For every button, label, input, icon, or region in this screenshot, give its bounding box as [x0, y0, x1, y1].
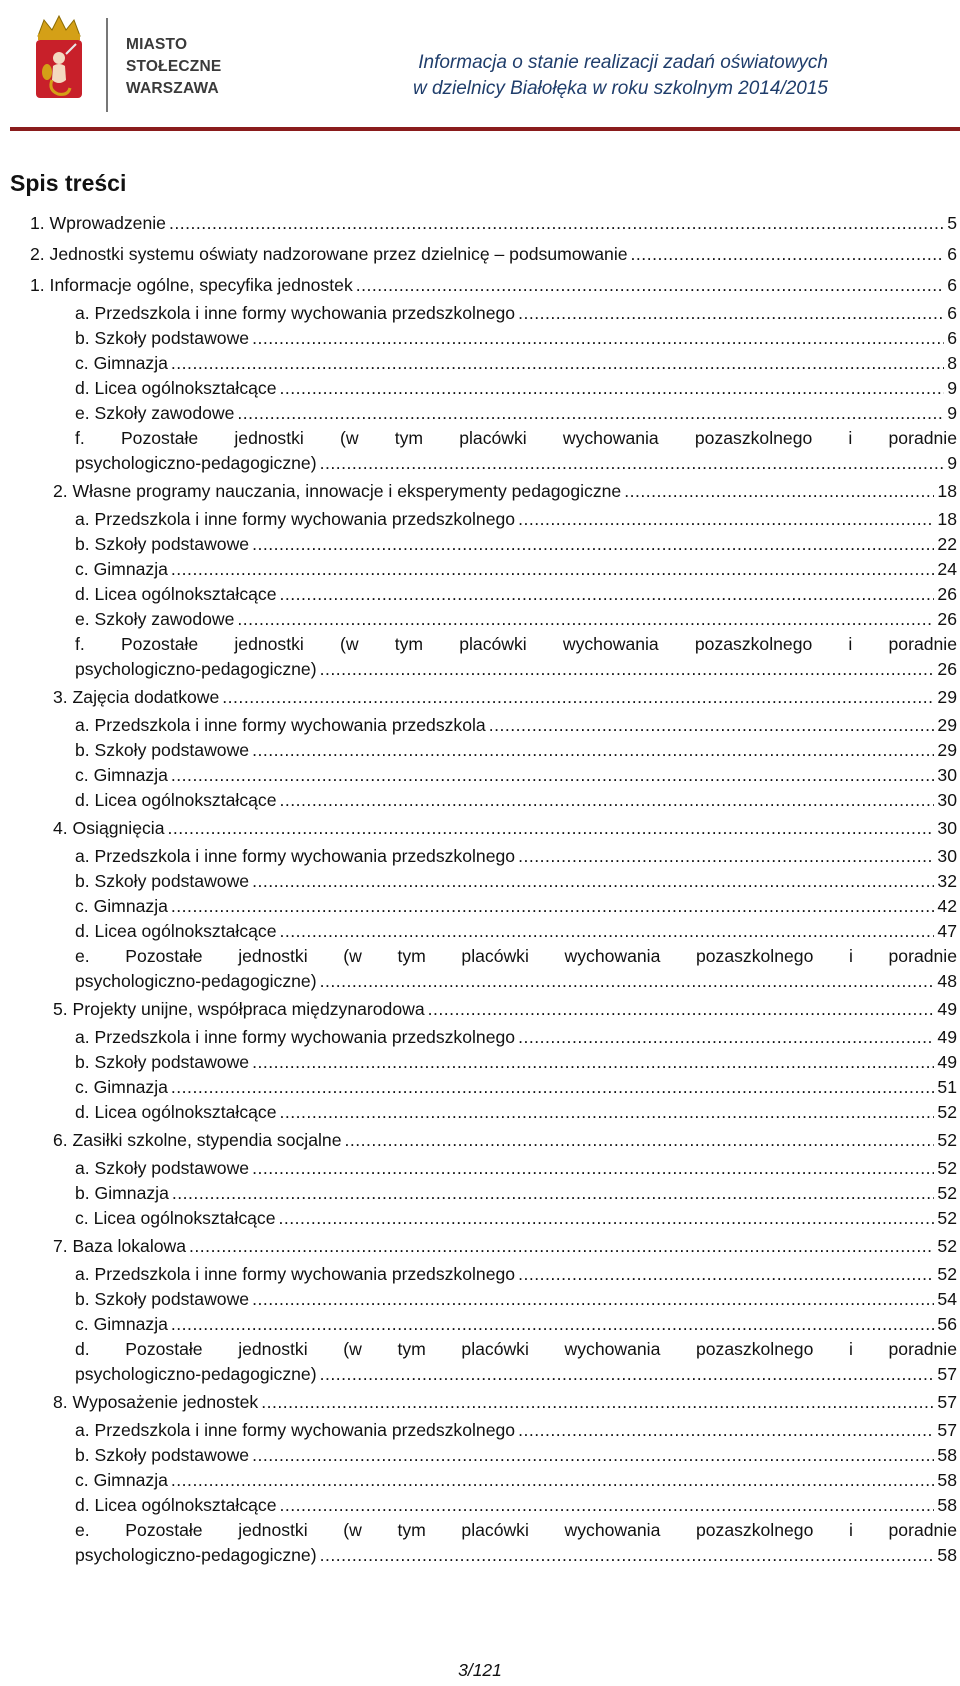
toc-entry[interactable]: [0, 1387, 960, 1418]
toc-page-number: 29: [937, 687, 957, 707]
toc-leader-dots: [428, 994, 935, 1025]
toc-leader-dots: [320, 969, 935, 994]
toc-leader-dots: [171, 763, 935, 788]
toc-page-number: 49: [937, 999, 957, 1019]
toc-page-number: 9: [947, 403, 957, 423]
toc-leader-dots: [518, 1418, 934, 1443]
toc-leader-dots: [252, 869, 934, 894]
toc-entry-label: a. Szkoły podstawowe: [75, 1158, 250, 1178]
toc-entry[interactable]: [0, 713, 960, 738]
toc-page-number: 47: [937, 921, 957, 941]
toc-leader-dots: [252, 1050, 934, 1075]
toc-entry-label: b. Szkoły podstawowe: [75, 1052, 250, 1072]
toc-entry-label: 6. Zasiłki szkolne, stypendia socjalne: [53, 1130, 342, 1150]
document-title: [413, 50, 828, 102]
toc-leader-dots: [252, 532, 934, 557]
toc-entry-label: psychologiczno-pedagogiczne): [75, 1364, 317, 1384]
toc-page-number: 6: [947, 328, 957, 348]
toc-entry-label: 3. Zajęcia dodatkowe: [53, 687, 220, 707]
toc-leader-dots: [172, 1181, 935, 1206]
toc-page-number: 24: [937, 559, 957, 579]
toc-entry-label: b. Gimnazja: [75, 1183, 169, 1203]
toc-entry-label: e. Pozostałe jednostki (w tym placówki wychowania pozaszkolnego i poradnie: [75, 946, 957, 966]
toc-entry[interactable]: [0, 1337, 960, 1387]
toc-entry[interactable]: [0, 1493, 960, 1518]
toc-page-number: 29: [937, 740, 957, 760]
toc-entry[interactable]: [0, 557, 960, 582]
toc-entry-label: 7. Baza lokalowa: [53, 1236, 187, 1256]
toc-entry-label: a. Przedszkola i inne formy wychowania przedszkolnego: [75, 303, 516, 323]
toc-entry-label: d. Licea ogólnokształcące: [75, 1495, 277, 1515]
toc-entry[interactable]: [0, 426, 960, 476]
toc-page-number: 18: [937, 509, 957, 529]
toc-leader-dots: [171, 557, 935, 582]
toc-leader-dots: [237, 401, 944, 426]
toc-entry[interactable]: [0, 738, 960, 763]
toc-leader-dots: [171, 351, 944, 376]
toc-page-number: 6: [947, 303, 957, 323]
toc-leader-dots: [189, 1231, 934, 1262]
page-header: [0, 0, 960, 132]
toc-leader-dots: [320, 1543, 935, 1568]
toc-page-number: 58: [937, 1470, 957, 1490]
toc-entry[interactable]: [0, 351, 960, 376]
toc-entry-label: d. Licea ogólnokształcące: [75, 1102, 277, 1122]
toc-entry-label: 1. Wprowadzenie: [30, 213, 166, 233]
toc-leader-dots: [624, 476, 934, 507]
toc-entry[interactable]: [0, 1418, 960, 1443]
toc-entry-label: a. Przedszkola i inne formy wychowania przedszkola: [75, 715, 486, 735]
toc-entry[interactable]: [0, 1125, 960, 1156]
toc-entry-label: d. Pozostałe jednostki (w tym placówki wychowania pozaszkolnego i poradnie: [75, 1339, 957, 1359]
toc-page-number: 9: [947, 453, 957, 473]
toc-entry-label: 5. Projekty unijne, współpraca międzynarodowa: [53, 999, 425, 1019]
toc-entry[interactable]: [0, 1443, 960, 1468]
toc-entry-label: c. Gimnazja: [75, 765, 168, 785]
toc-page-number: 30: [937, 846, 957, 866]
toc-page-number: 52: [937, 1102, 957, 1122]
toc-page-number: 57: [937, 1364, 957, 1384]
toc-page-number: 52: [937, 1130, 957, 1150]
toc-page-number: 58: [937, 1445, 957, 1465]
toc-entry[interactable]: [0, 1181, 960, 1206]
city-name-line: STOŁECZNE: [126, 58, 222, 75]
toc-leader-dots: [168, 813, 935, 844]
toc-entry-label: a. Przedszkola i inne formy wychowania przedszkolnego: [75, 846, 516, 866]
toc-leader-dots: [171, 1075, 935, 1100]
toc-entry[interactable]: [0, 270, 960, 301]
toc-leader-dots: [261, 1387, 934, 1418]
toc-entry[interactable]: [0, 1231, 960, 1262]
toc-page-number: 58: [937, 1545, 957, 1565]
city-name-line: WARSZAWA: [126, 80, 219, 97]
toc-page-number: 51: [937, 1077, 957, 1097]
toc-leader-dots: [222, 682, 934, 713]
toc-entry-label: c. Licea ogólnokształcące: [75, 1208, 276, 1228]
toc-entry-label: b. Szkoły podstawowe: [75, 740, 250, 760]
toc-leader-dots: [169, 208, 944, 239]
toc-entry-label: psychologiczno-pedagogiczne): [75, 659, 317, 679]
city-name-line: MIASTO: [126, 36, 188, 53]
toc-entry[interactable]: [0, 763, 960, 788]
toc-entry[interactable]: [0, 1156, 960, 1181]
toc-entry-label: f. Pozostałe jednostki (w tym placówki wychowania pozaszkolnego i poradnie: [75, 634, 957, 654]
toc-entry-label: e. Pozostałe jednostki (w tym placówki wychowania pozaszkolnego i poradnie: [75, 1520, 957, 1540]
toc-entry-label: b. Szkoły podstawowe: [75, 534, 250, 554]
toc-leader-dots: [320, 451, 945, 476]
toc-entry-label: c. Gimnazja: [75, 1314, 168, 1334]
toc-leader-dots: [489, 713, 935, 738]
toc-leader-dots: [252, 1156, 934, 1181]
toc-entry-label: 8. Wyposażenie jednostek: [53, 1392, 259, 1412]
toc-entry[interactable]: [0, 1100, 960, 1125]
toc-leader-dots: [518, 844, 934, 869]
toc-page-number: 30: [937, 818, 957, 838]
toc-page-number: 49: [937, 1027, 957, 1047]
toc-entry[interactable]: [0, 1312, 960, 1337]
toc-entry[interactable]: [0, 476, 960, 507]
toc-entry[interactable]: [0, 1287, 960, 1312]
toc-leader-dots: [518, 507, 934, 532]
toc-page-number: 30: [937, 765, 957, 785]
toc-entry[interactable]: [0, 507, 960, 532]
warsaw-coat-of-arms-icon: [30, 14, 88, 102]
toc-leader-dots: [279, 1206, 935, 1231]
table-of-contents: [0, 208, 960, 1568]
toc-entry[interactable]: [0, 1025, 960, 1050]
toc-page-number: 29: [937, 715, 957, 735]
toc-leader-dots: [252, 1287, 934, 1312]
toc-page-number: 52: [937, 1236, 957, 1256]
page-number: 3/121: [458, 1660, 502, 1680]
toc-entry[interactable]: [0, 894, 960, 919]
toc-entry-label: e. Szkoły zawodowe: [75, 609, 235, 629]
toc-entry[interactable]: [0, 401, 960, 426]
toc-entry[interactable]: [0, 532, 960, 557]
toc-entry[interactable]: [0, 301, 960, 326]
toc-entry[interactable]: [0, 869, 960, 894]
toc-entry-label: 4. Osiągnięcia: [53, 818, 165, 838]
toc-entry-label: f. Pozostałe jednostki (w tym placówki wychowania pozaszkolnego i poradnie: [75, 428, 957, 448]
toc-page-number: 52: [937, 1264, 957, 1284]
toc-page-number: 6: [947, 275, 957, 295]
toc-leader-dots: [252, 738, 934, 763]
toc-entry[interactable]: [0, 1468, 960, 1493]
toc-entry-label: c. Gimnazja: [75, 559, 168, 579]
toc-entry[interactable]: [0, 208, 960, 239]
toc-entry-label: d. Licea ogólnokształcące: [75, 921, 277, 941]
toc-page-number: 52: [937, 1158, 957, 1178]
toc-entry-label: a. Przedszkola i inne formy wychowania przedszkolnego: [75, 1264, 516, 1284]
toc-page-number: 56: [937, 1314, 957, 1334]
toc-page-number: 48: [937, 971, 957, 991]
document-title-line-2: w dzielnicy Białołęka w roku szkolnym 2014/2015: [412, 78, 828, 99]
toc-page-number: 32: [937, 871, 957, 891]
toc-entry[interactable]: [0, 1518, 960, 1568]
toc-entry[interactable]: [0, 376, 960, 401]
toc-entry[interactable]: [0, 607, 960, 632]
toc-leader-dots: [252, 326, 944, 351]
toc-entry-label: a. Przedszkola i inne formy wychowania przedszkolnego: [75, 509, 516, 529]
toc-leader-dots: [518, 1262, 934, 1287]
toc-entry-label: d. Licea ogólnokształcące: [75, 584, 277, 604]
toc-entry-label: psychologiczno-pedagogiczne): [75, 453, 317, 473]
toc-leader-dots: [518, 301, 944, 326]
toc-leader-dots: [279, 582, 934, 607]
toc-page-number: 52: [937, 1183, 957, 1203]
toc-entry-label: e. Szkoły zawodowe: [75, 403, 235, 423]
toc-entry-label: b. Szkoły podstawowe: [75, 1289, 250, 1309]
toc-page-number: 6: [947, 244, 957, 264]
toc-entry[interactable]: [0, 788, 960, 813]
toc-entry-label: 2. Jednostki systemu oświaty nadzorowane przez dzielnicę – podsumowanie: [30, 244, 628, 264]
toc-entry-label: psychologiczno-pedagogiczne): [75, 971, 317, 991]
toc-page-number: 58: [937, 1495, 957, 1515]
toc-leader-dots: [279, 788, 934, 813]
toc-entry[interactable]: [0, 1262, 960, 1287]
toc-leader-dots: [279, 376, 944, 401]
toc-entry-label: c. Gimnazja: [75, 1077, 168, 1097]
document-title-line-1: Informacja o stanie realizacji zadań oświatowych: [418, 52, 828, 73]
toc-entry-label: d. Licea ogólnokształcące: [75, 378, 277, 398]
toc-entry[interactable]: [0, 239, 960, 270]
toc-leader-dots: [252, 1443, 934, 1468]
toc-entry-label: b. Szkoły podstawowe: [75, 1445, 250, 1465]
toc-page-number: 22: [937, 534, 957, 554]
toc-page-number: 9: [947, 378, 957, 398]
toc-leader-dots: [237, 607, 934, 632]
toc-entry[interactable]: [0, 844, 960, 869]
toc-entry-label: a. Przedszkola i inne formy wychowania przedszkolnego: [75, 1420, 516, 1440]
toc-page-number: 54: [937, 1289, 957, 1309]
toc-leader-dots: [171, 894, 935, 919]
toc-leader-dots: [344, 1125, 934, 1156]
toc-entry[interactable]: [0, 919, 960, 944]
toc-leader-dots: [279, 1493, 934, 1518]
toc-entry[interactable]: [0, 813, 960, 844]
toc-entry[interactable]: [0, 632, 960, 682]
toc-entry-label: a. Przedszkola i inne formy wychowania przedszkolnego: [75, 1027, 516, 1047]
toc-entry-label: 2. Własne programy nauczania, innowacje i eksperymenty pedagogiczne: [53, 481, 622, 501]
toc-page-number: 42: [937, 896, 957, 916]
toc-entry-label: 1. Informacje ogólne, specyfika jednostek: [30, 275, 353, 295]
toc-entry-label: c. Gimnazja: [75, 1470, 168, 1490]
toc-page-number: 18: [937, 481, 957, 501]
toc-entry[interactable]: [0, 682, 960, 713]
toc-leader-dots: [171, 1468, 935, 1493]
toc-page-number: 57: [937, 1420, 957, 1440]
toc-page-number: 26: [937, 584, 957, 604]
toc-page-number: 26: [937, 659, 957, 679]
toc-leader-dots: [320, 1362, 935, 1387]
toc-entry[interactable]: [0, 582, 960, 607]
toc-entry-label: b. Szkoły podstawowe: [75, 328, 250, 348]
toc-entry[interactable]: [0, 1206, 960, 1231]
toc-leader-dots: [279, 919, 934, 944]
toc-leader-dots: [320, 657, 935, 682]
toc-entry[interactable]: [0, 1050, 960, 1075]
toc-page-number: 26: [937, 609, 957, 629]
toc-leader-dots: [631, 239, 945, 270]
toc-leader-dots: [356, 270, 944, 301]
toc-entry-label: c. Gimnazja: [75, 353, 168, 373]
toc-entry-label: psychologiczno-pedagogiczne): [75, 1545, 317, 1565]
toc-entry-label: c. Gimnazja: [75, 896, 168, 916]
toc-leader-dots: [171, 1312, 935, 1337]
toc-entry-label: d. Licea ogólnokształcące: [75, 790, 277, 810]
toc-entry[interactable]: [0, 1075, 960, 1100]
toc-leader-dots: [279, 1100, 934, 1125]
toc-page-number: 52: [937, 1208, 957, 1228]
toc-entry[interactable]: [0, 944, 960, 994]
toc-entry[interactable]: [0, 994, 960, 1025]
toc-page-number: 30: [937, 790, 957, 810]
toc-page-number: 5: [947, 213, 957, 233]
header-rule: [10, 127, 960, 131]
logo-divider: [106, 18, 108, 112]
toc-entry-label: b. Szkoły podstawowe: [75, 871, 250, 891]
toc-leader-dots: [518, 1025, 934, 1050]
toc-entry[interactable]: [0, 326, 960, 351]
toc-heading: Spis treści: [10, 170, 127, 196]
toc-page-number: 8: [947, 353, 957, 373]
toc-page-number: 57: [937, 1392, 957, 1412]
toc-page-number: 49: [937, 1052, 957, 1072]
city-name: [126, 34, 221, 100]
